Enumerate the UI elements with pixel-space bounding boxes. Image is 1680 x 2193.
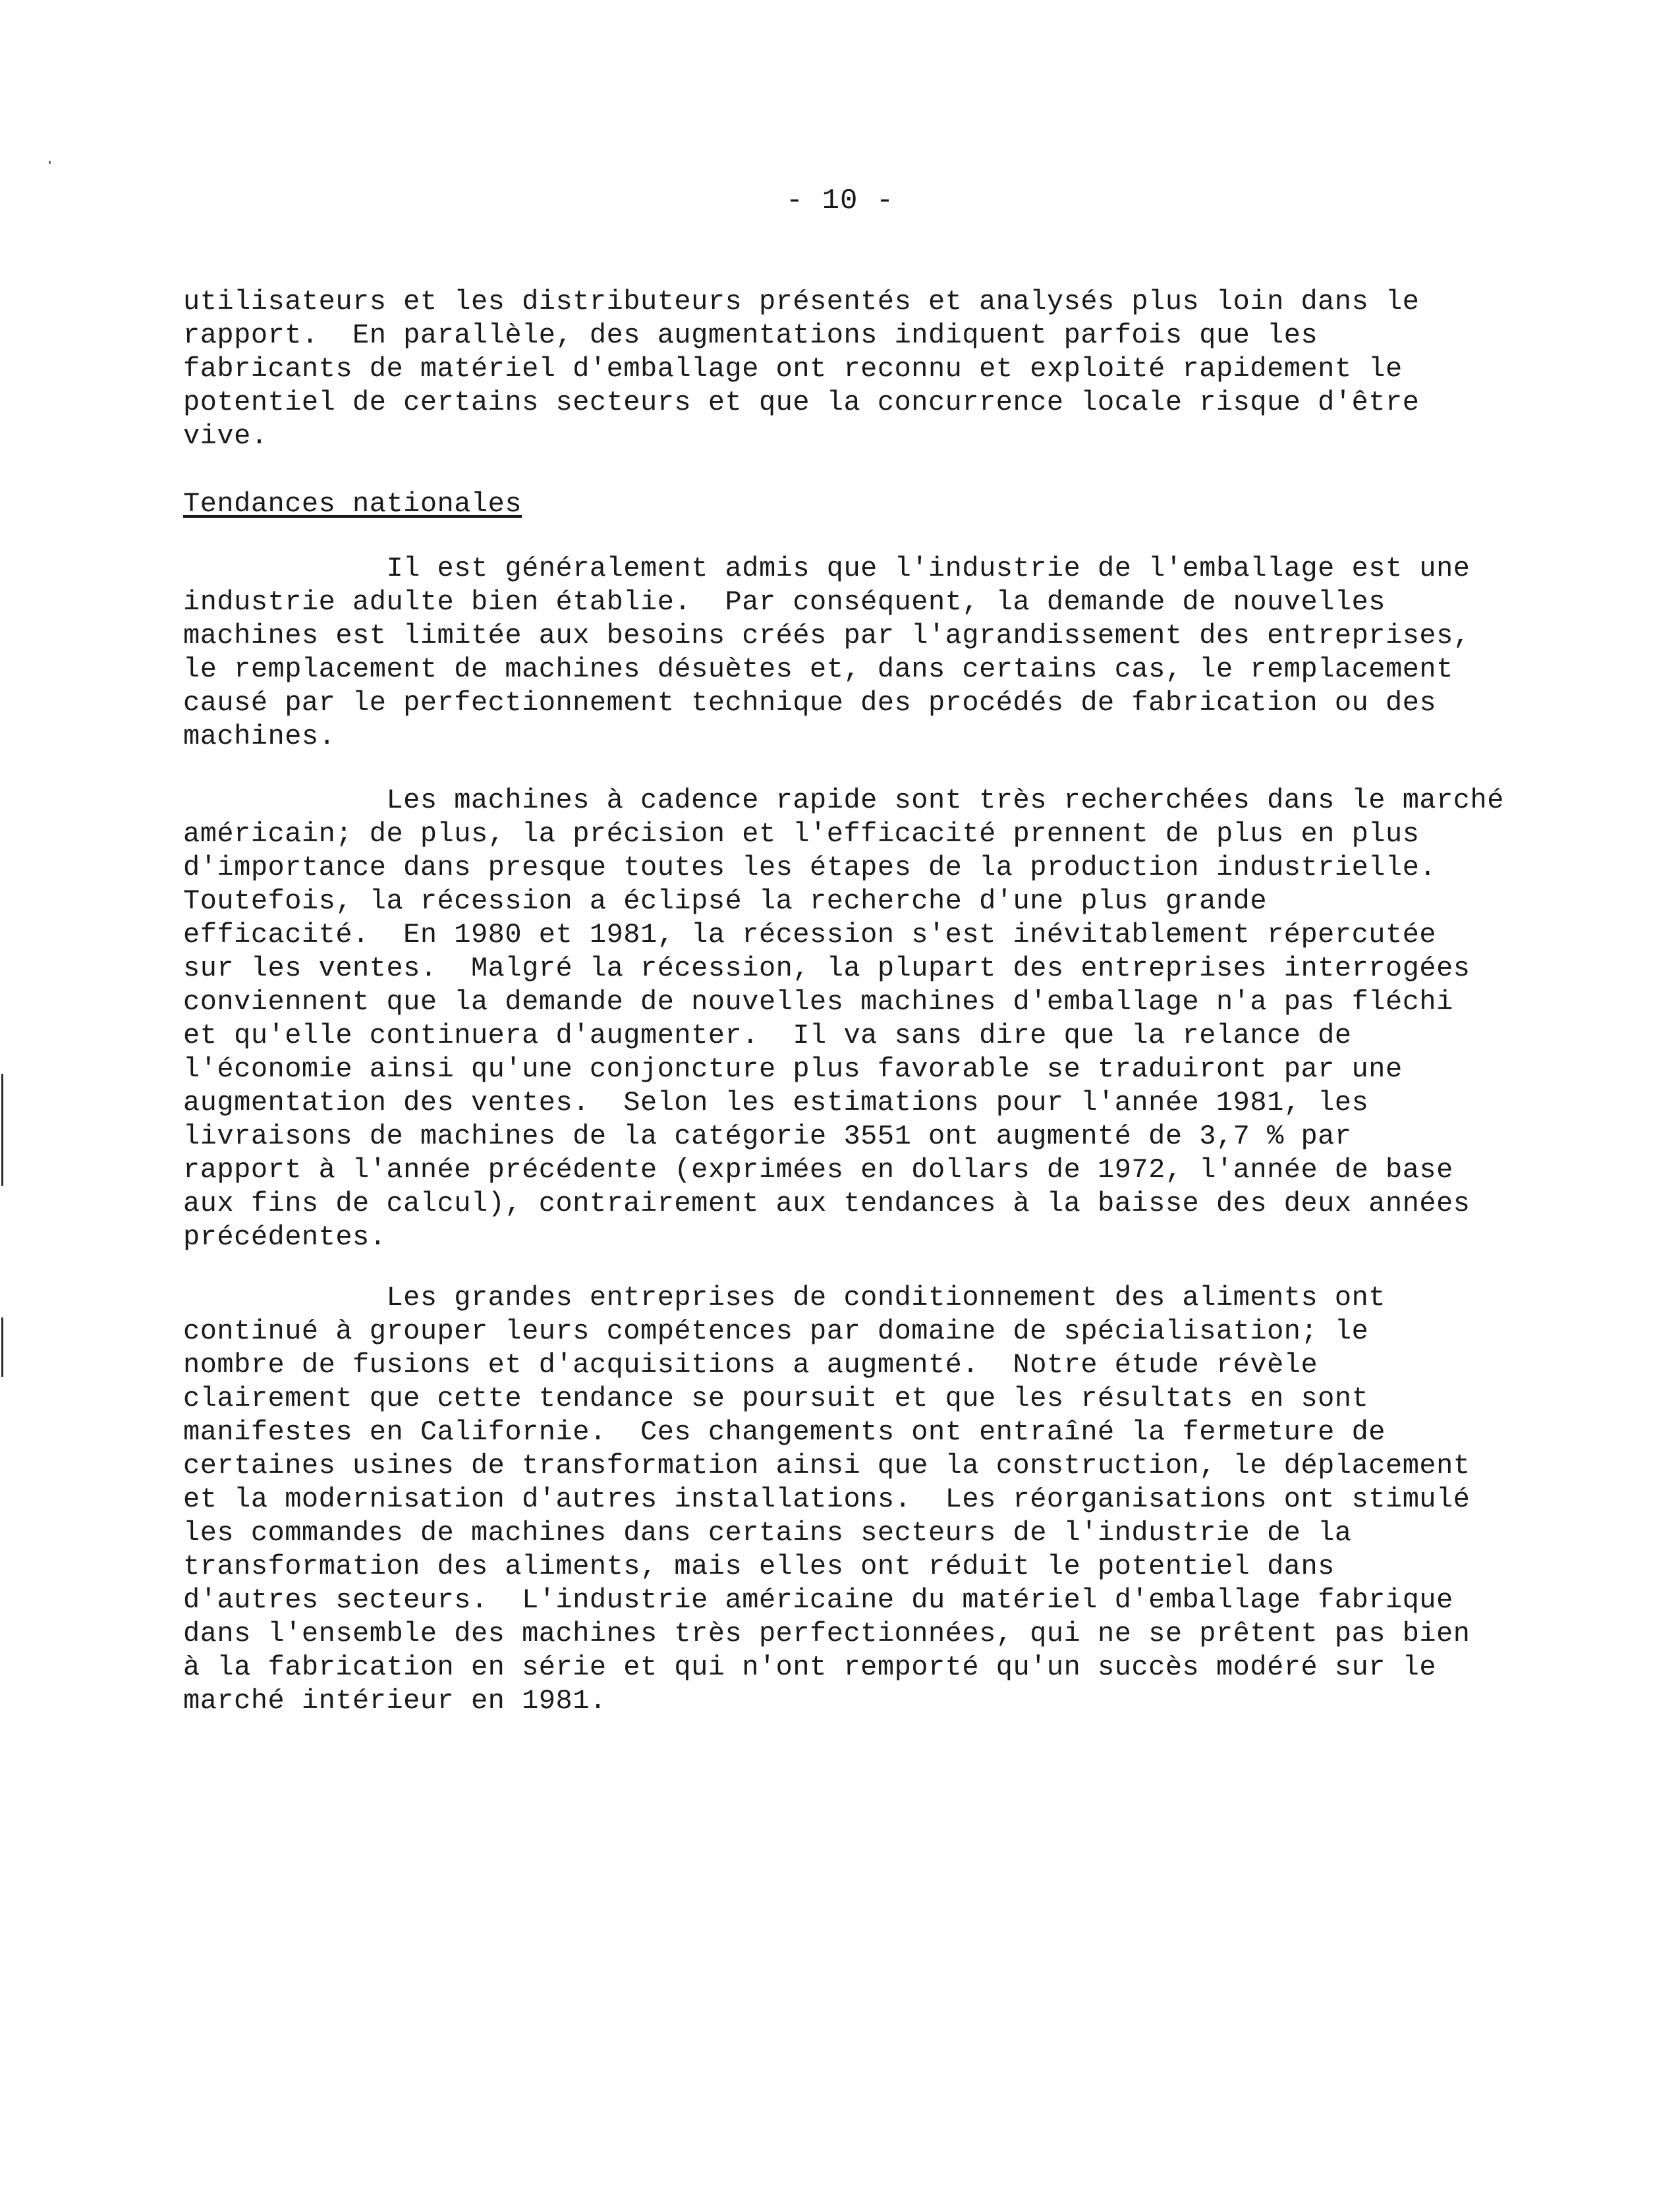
text-line: industrie adulte bien établie. Par conséquent, la demande de nouvelles [183,586,1386,618]
text-line: dans l'ensemble des machines très perfectionnées, qui ne se prêtent pas bien [183,1618,1470,1650]
text-line: Les machines à cadence rapide sont très recherchées dans le marché [183,785,1504,816]
text-line: le remplacement de machines désuètes et, dans certains cas, le remplacement [183,653,1453,685]
text-line: clairement que cette tendance se poursuit et que les résultats en sont [183,1383,1369,1414]
text-line: utilisateurs et les distributeurs présentés et analysés plus loin dans le [183,286,1420,318]
text-line: machines est limitée aux besoins créés par l'agrandissement des entreprises, [183,620,1470,652]
paragraph-3 [183,1281,1470,1718]
text-line: à la fabrication en série et qui n'ont remporté qu'un succès modéré sur le [183,1652,1437,1683]
text-line: les commandes de machines dans certains secteurs de l'industrie de la [183,1517,1352,1549]
text-line: conviennent que la demande de nouvelles machines d'emballage n'a pas fléchi [183,986,1453,1018]
text-line: nombre de fusions et d'acquisitions a augmenté. Notre étude révèle [183,1349,1318,1381]
text-line: marché intérieur en 1981. [183,1685,607,1717]
text-line: et la modernisation d'autres installations. Les réorganisations ont stimulé [183,1484,1470,1515]
text-line: Il est généralement admis que l'industrie de l'emballage est une [183,553,1470,584]
text-line: d'importance dans presque toutes les étapes de la production industrielle. [183,852,1437,883]
text-line: sur les ventes. Malgré la récession, la plupart des entreprises interrogées [183,953,1470,984]
text-line: causé par le perfectionnement technique des procédés de fabrication ou des [183,687,1437,719]
text-line: vive. [183,420,268,452]
text-line: l'économie ainsi qu'une conjoncture plus favorable se traduiront par une [183,1053,1403,1085]
text-line: d'autres secteurs. L'industrie américaine du matériel d'emballage fabrique [183,1584,1453,1616]
text-line: précédentes. [183,1221,387,1253]
text-line: fabricants de matériel d'emballage ont reconnu et exploité rapidement le [183,353,1403,385]
text-line: Toutefois, la récession a éclipsé la recherche d'une plus grande [183,885,1268,917]
text-line: américain; de plus, la précision et l'efficacité prennent de plus en plus [183,818,1420,850]
text-line: augmentation des ventes. Selon les estimations pour l'année 1981, les [183,1087,1369,1119]
text-line: machines. [183,721,336,752]
text-line: efficacité. En 1980 et 1981, la récession s'est inévitablement répercutée [183,919,1437,951]
intro-paragraph [183,285,1455,453]
text-line: rapport. En parallèle, des augmentations indiquent parfois que les [183,319,1318,351]
text-line: aux fins de calcul), contrairement aux tendances à la baisse des deux années [183,1188,1470,1219]
text-line: continué à grouper leurs compétences par domaine de spécialisation; le [183,1316,1369,1347]
scan-artifact [1,1074,3,1186]
text-line: rapport à l'année précédente (exprimées en dollars de 1972, l'année de base [183,1154,1453,1186]
scan-artifact [49,161,51,164]
text-line: manifestes en Californie. Ces changements ont entraîné la fermeture de [183,1416,1386,1448]
scan-artifact [1,1318,3,1377]
text-line: et qu'elle continuera d'augmenter. Il va sans dire que la relance de [183,1020,1352,1051]
paragraph-1 [183,552,1470,754]
text-line: certaines usines de transformation ainsi que la construction, le déplacement [183,1450,1470,1482]
text-line: transformation des aliments, mais elles ont réduit le potentiel dans [183,1551,1335,1582]
section-heading: Tendances nationales [183,488,522,520]
page-number: - 10 - [785,184,895,217]
paragraph-2 [183,784,1504,1254]
text-line: potentiel de certains secteurs et que la concurrence locale risque d'être [183,387,1420,418]
text-line: Les grandes entreprises de conditionnement des aliments ont [183,1282,1386,1314]
text-line: livraisons de machines de la catégorie 3551 ont augmenté de 3,7 % par [183,1121,1352,1152]
